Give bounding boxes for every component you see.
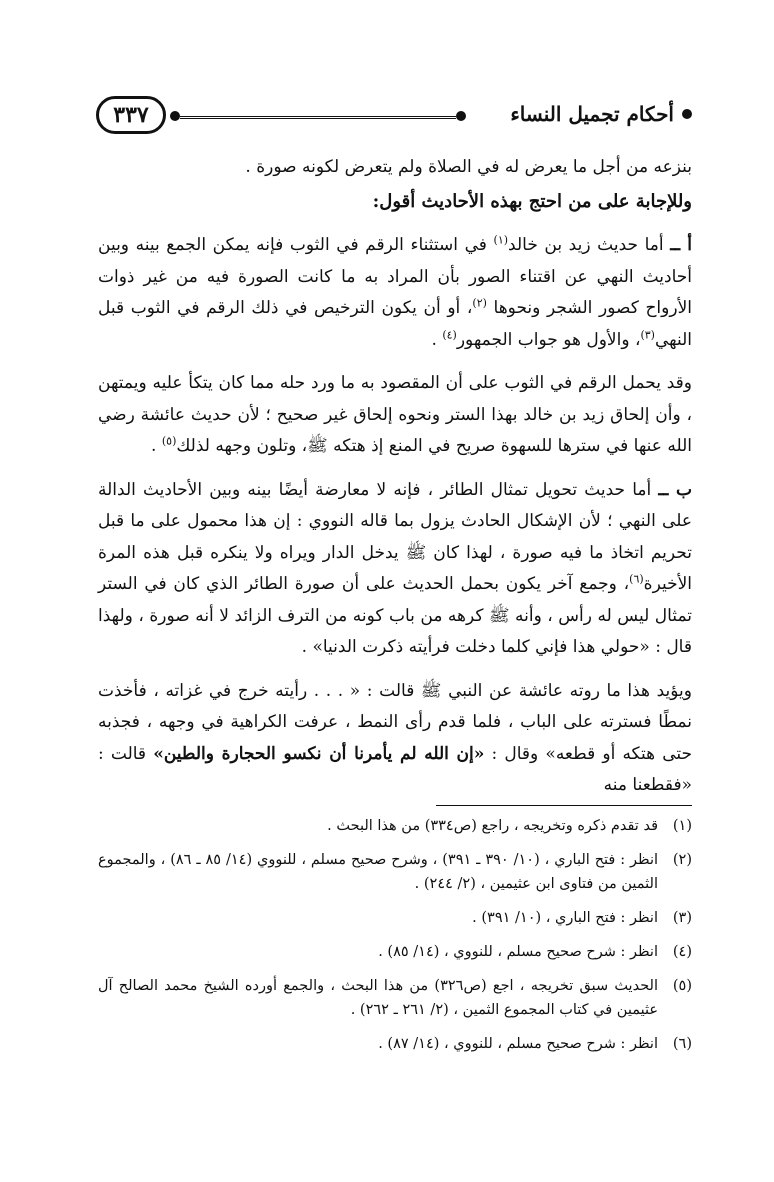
paragraph-text: قالت : «فقطعنا منه [98,743,692,795]
paragraph-a [98,230,692,356]
paragraph [98,368,692,463]
footnote [98,906,692,930]
footnote-number: (٥) [672,978,692,994]
rule-dot-icon [456,111,466,121]
paragraph [98,676,692,802]
footnote-text: انظر : شرح صحيح مسلم ، للنووي ، (١٤/ ٨٥) . [378,944,658,960]
paragraph-text: ، أو أن يكون الترخيص في ذلك الرقم في الثوب قبل النهي [98,298,692,350]
paragraph-text: وقد يحمل الرقم في الثوب على أن المقصود به ما ورد حله مما كان يتكأ عليه ويمتهن ، وأن إلحاق زيد بن خالد بهذا الستر ونحوه إلحاق غير صحيح ؛ لأن حديث عائشة رضي الله عنها في سترها للسهوة صريح في المنع إذ هتكه ﷺ، وتلون وجهه لذلك [98,373,692,456]
hadith-quote: «إن الله لم يأمرنا أن نكسو الحجارة والطين» [153,743,485,764]
paragraph-text: أما حديث تحويل تمثال الطائر ، فإنه لا معارضة أيضًا بينه وبين الأحاديث الدالة على النهي ؛ لأن الإشكال الحادث يزول بما قاله النووي : إن هذا محمول على ما قبل تحريم اتخاذ ما فيه صورة ، لهذا كان ﷺ يدخل الدار ويراه ولا ينكره قبل هذه المرة الأخيرة [98,479,692,594]
footnote [98,940,692,964]
footnote-ref: (٤) [442,327,457,341]
footnote-ref: (٢) [472,296,487,310]
paragraph-text: ، وجمع آخر يكون بحمل الحديث على أن صورة الطائر الذي كان في الستر تمثال ليس له رأس ، وأنه ﷺ كرهه من باب كونه من الترف الزائد لا أنه صورة ، ولهذا قال : «حولي هذا فإني كلما دخلت فرأيته ذكرت الدنيا» . [98,574,692,657]
body-text [98,152,692,814]
footnote-ref: (٣) [640,327,655,341]
footnote [98,848,692,896]
footnotes [98,814,692,1066]
section-heading [98,186,692,219]
running-title-text: أحكام تجميل النساء [510,102,674,126]
footnote-text: انظر : فتح الباري ، (١٠/ ٣٩١) . [472,910,658,926]
heading-text: وللإجابة على من احتج بهذه الأحاديث أقول: [372,190,692,212]
footnote-ref: (١) [493,233,509,247]
header-rule [180,116,456,119]
footnote-number: (٦) [672,1036,692,1052]
paragraph-text: بنزعه من أجل ما يعرض له في الصلاة ولم يتعرض لكونه صورة . [245,157,692,177]
page-header [96,96,692,136]
footnote-number: (١) [672,818,692,834]
item-marker: أ ــ [670,235,692,255]
footnote-number: (٣) [672,910,692,926]
footnote [98,974,692,1022]
paragraph-text: . [431,329,443,350]
footnote-ref: (٥) [161,434,177,448]
running-title [510,102,692,126]
page-number: ٣٣٧ [96,96,166,134]
paragraph-text: أما حديث زيد بن خالد [508,235,664,255]
footnote [98,814,692,838]
rule-dot-icon [170,111,180,121]
bullet-icon [682,109,692,119]
paragraph-text: ويؤيد هذا ما روته عائشة عن النبي ﷺ قالت : « . . . رأيته خرج في غزاته ، فأخذت نمطًا فسترته على الباب ، فلما قدم رأى النمط ، عرفت الكراهية في وجهه ، فجذبه حتى هتكه أو قطعه» وقال : [98,680,692,764]
footnote-text: انظر : شرح صحيح مسلم ، للنووي ، (١٤/ ٨٧) . [378,1036,658,1052]
footnote-divider [436,805,692,806]
footnote-text: قد تقدم ذكره وتخريجه ، راجع (ص٣٣٤) من هذا البحث . [327,818,658,834]
paragraph-text: ، والأول هو جواب الجمهور [456,329,641,350]
paragraph [98,152,692,184]
footnote-number: (٢) [672,852,692,868]
footnote-number: (٤) [672,944,692,960]
paragraph-text: . [151,436,162,456]
paragraph-b [98,475,692,664]
footnote-text: الحديث سبق تخريجه ، اجع (ص٣٢٦) من هذا البحث ، والجمع أورده الشيخ محمد الصالح آل عثيمين في كتاب المجموع الثمين ، (٢/ ٢٦١ ـ ٢٦٢) . [98,978,659,1018]
footnote-ref: (٦) [629,572,644,586]
paragraph-text: في استثناء الرقم في الثوب فإنه يمكن الجمع بينه وبين أحاديث النهي عن اقتناء الصور بأن المراد به ما كانت الصورة فيه من غير ذوات الأرواح كصور الشجر ونحوها [98,235,692,318]
item-marker: ب ــ [658,479,692,500]
footnote [98,1032,692,1056]
footnote-text: انظر : فتح الباري ، (١٠/ ٣٩٠ ـ ٣٩١) ، وشرح صحيح مسلم ، للنووي (١٤/ ٨٥ ـ ٨٦) ، والمجموع الثمين من فتاوى ابن عثيمين ، (٢/ ٢٤٤) . [98,852,659,892]
